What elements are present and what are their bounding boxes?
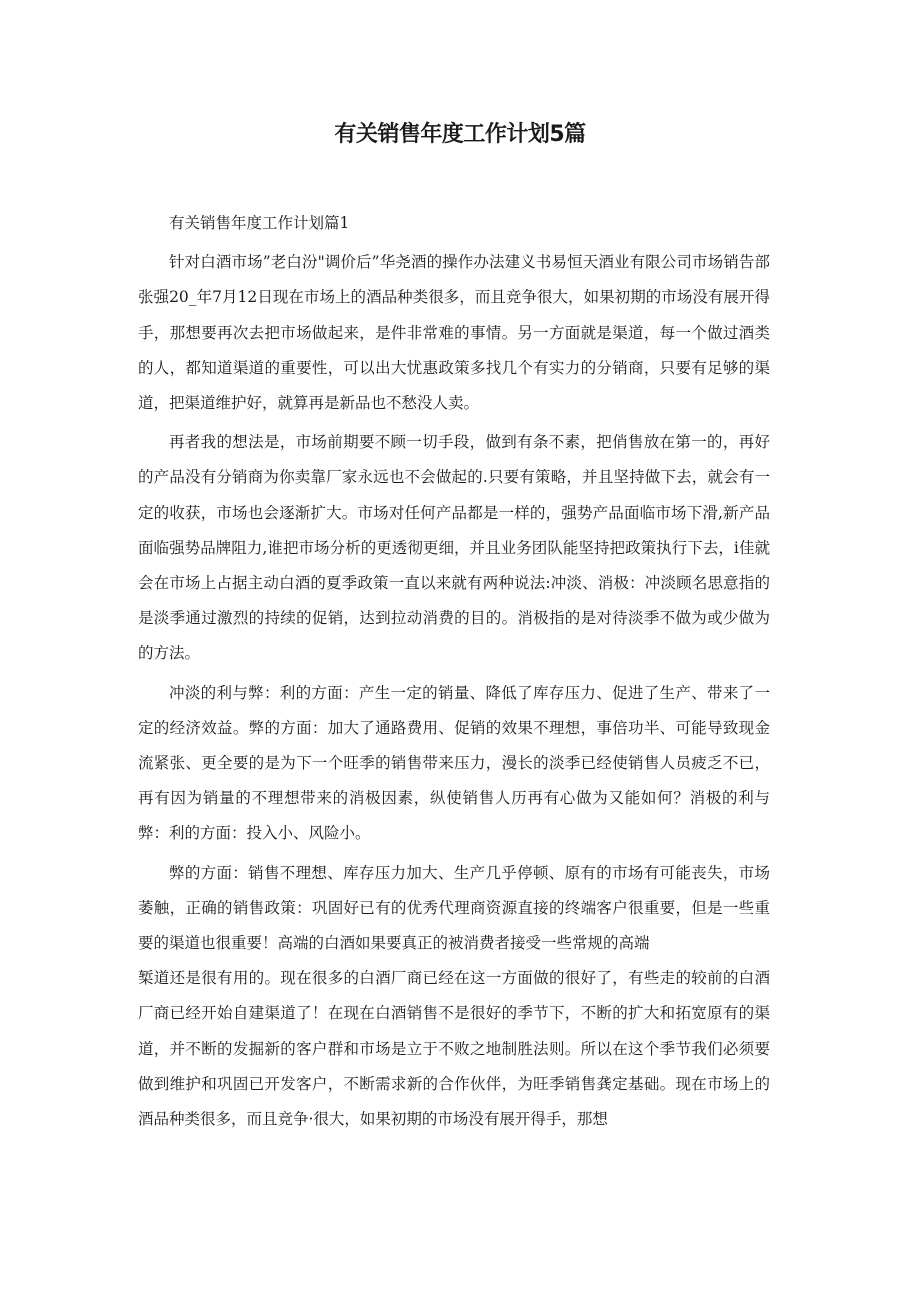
document-title: 有关销售年度工作计划5篇 — [334, 122, 586, 147]
paragraph-1: 针对白酒市场”老白汾"调价后”华尧酒的操作办法建义书易恒天酒业有限公司市场销告部张强20_年7月12日现在市场上的酒品种类很多，而且竞争很大，如果初期的市场没有展开得手，那想要再次去把市场做起来，是件非常难的事情。另一方面就是渠道，每一个做过酒类的人，都知道渠道的重要性，可以出大忧惠政策多找几个有实力的分销商，只要有足够的渠道，把渠道维护好，就算再是新品也不愁没人卖。 — [138, 253, 770, 413]
document-body — [138, 206, 770, 1137]
section-heading: 有关销售年度工作计划篇1 — [169, 214, 350, 232]
paragraph-2: 再者我的想法是，市场前期要不顾一切手段，做到有条不素，把俏售放在第一的，再好的产品没有分销商为你卖靠厂家永远也不会做起的.只要有策略，并且坚持做下去，就会有一定的收获，市场也会逐渐扩大。市场对任何产品都是一样的，强势产品面临市场下滑,新产品面临强势品牌阻力,谁把市场分析的更透彻更细，并且业务团队能坚持把政策执行下去，i佳就会在市场上占据主动白酒的夏季政策一直以来就有两种说法:冲淡、消极：冲淡顾名思意指的是淡季通过激烈的持续的促销，达到拉动消费的目的。消极指的是对待淡季不做为或少做为的方法。 — [138, 433, 770, 663]
paragraph-3: 冲淡的利与弊：利的方面：产生一定的销量、降低了库存压力、促进了生产、带来了一定的经济效益。弊的方面：加大了通路费用、促销的效果不理想，事倍功半、可能导致现金流紧张、更全要的是为下一个旺季的销售带来压力，漫长的淡季已经使销售人员疲乏不已，再有因为销量的不理想带来的消极因素，纵使销售人历再有心做为又能如何？消极的利与弊：利的方面：投入小、风险小。 — [138, 683, 770, 843]
paragraph-4-text: 弊的方面：销售不理想、库存压力加大、生产几乎停顿、原有的市场有可能丧失，市场萎触，正确的销售政策：巩固好已有的优秀代理商资源直接的终端客户很重要，但是一些重要的渠道也很重要！高端的白酒如果要真正的被消费者接受一些常规的高端 — [138, 863, 770, 953]
paragraph-4 — [138, 856, 770, 1138]
paragraph-4-continuation: 椠道还是很有用的。现在很多的白酒厂商已经在这一方面做的很好了，有些走的较前的白酒厂商已经开始自建渠道了！在现在白酒销售不是很好的季节下，不断的扩大和拓宽原有的渠道，并不断的发掘新的客户群和市场是立于不败之地制胜法则。所以在这个季节我们必须要做到维护和巩固已开发客户，不断需求新的合作伙伴，为旺季销售龚定基础。现在市场上的酒品种类很多，而且竞争·很大，如果初期的市场没有展开得手，那想 — [138, 969, 770, 1129]
